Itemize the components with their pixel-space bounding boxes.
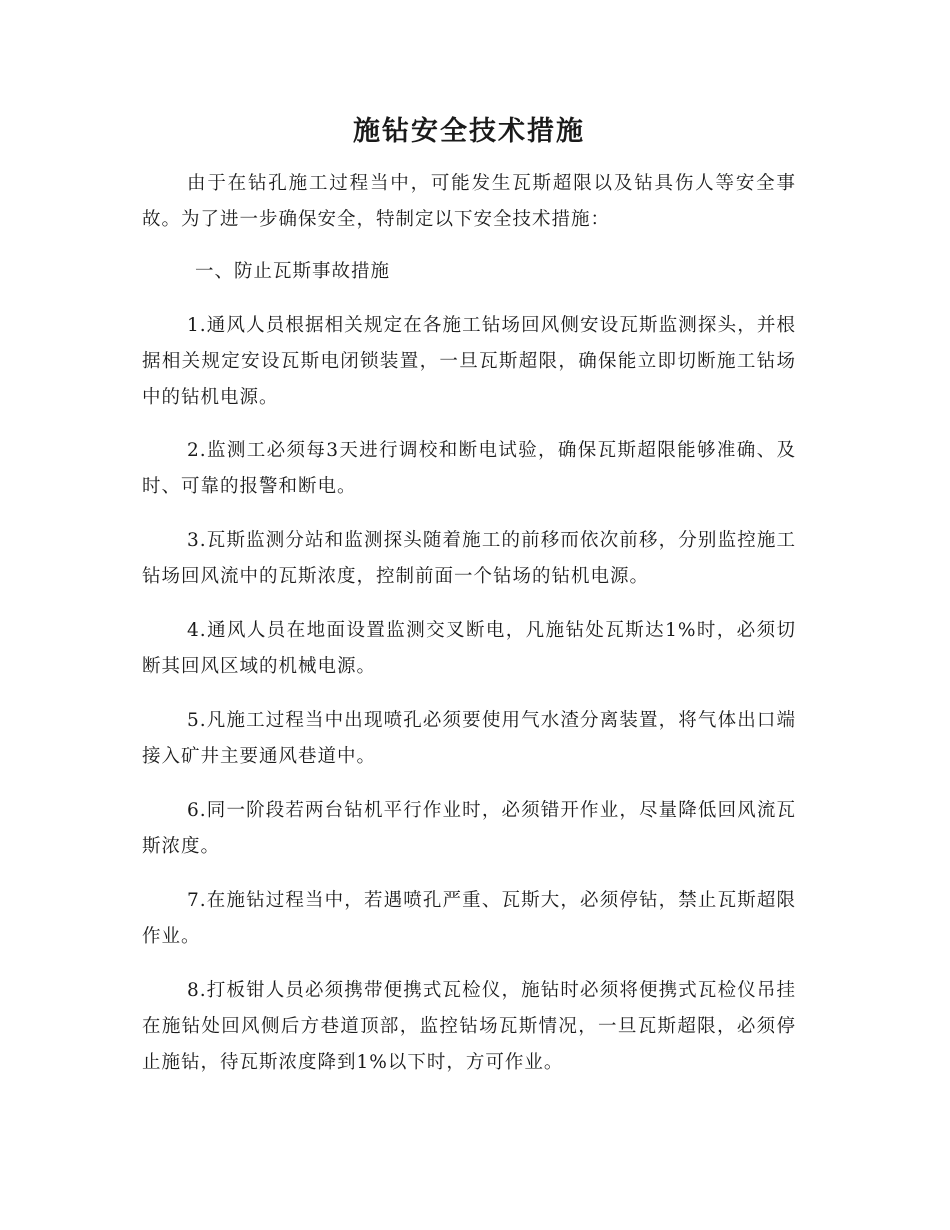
measure-item-8: 8.打板钳人员必须携带便携式瓦检仪，施钻时必须将便携式瓦检仪吊挂在施钻处回风侧后方巷道顶部，监控钻场瓦斯情况，一旦瓦斯超限，必须停止施钻，待瓦斯浓度降到1%以下时，方可作业。 (142, 980, 796, 1073)
measure-item-1: 1.通风人员根据相关规定在各施工钻场回风侧安设瓦斯监测探头，并根据相关规定安设瓦斯电闭锁装置，一旦瓦斯超限，确保能立即切断施工钻场中的钻机电源。 (142, 315, 796, 408)
measure-item-2: 2.监测工必须每3天进行调校和断电试验，确保瓦斯超限能够准确、及时、可靠的报警和断电。 (142, 440, 796, 497)
intro-paragraph: 由于在钻孔施工过程当中，可能发生瓦斯超限以及钻具伤人等安全事故。为了进一步确保安全，特制定以下安全技术措施： (142, 173, 796, 230)
section-heading: 一、防止瓦斯事故措施 (195, 261, 391, 282)
measure-item-6: 6.同一阶段若两台钻机平行作业时，必须错开作业，尽量降低回风流瓦斯浓度。 (142, 800, 796, 857)
measure-item-5: 5.凡施工过程当中出现喷孔必须要使用气水渣分离装置，将气体出口端接入矿井主要通风巷道中。 (142, 710, 796, 767)
measure-item-7: 7.在施钻过程当中，若遇喷孔严重、瓦斯大，必须停钻，禁止瓦斯超限作业。 (142, 890, 796, 947)
measure-item-3: 3.瓦斯监测分站和监测探头随着施工的前移而依次前移，分别监控施工钻场回风流中的瓦斯浓度，控制前面一个钻场的钻机电源。 (142, 530, 796, 587)
measure-item-4: 4.通风人员在地面设置监测交叉断电，凡施钻处瓦斯达1%时，必须切断其回风区域的机械电源。 (142, 620, 796, 677)
document-title: 施钻安全技术措施 (353, 116, 585, 147)
